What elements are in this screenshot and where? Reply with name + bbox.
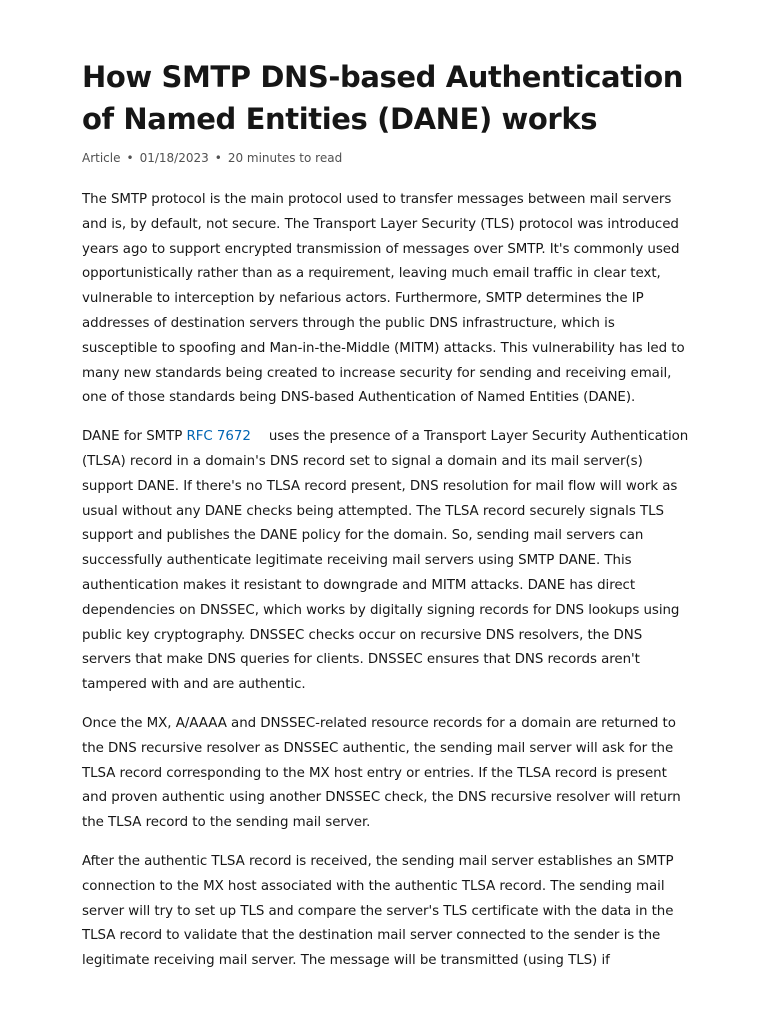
article-type: Article bbox=[82, 151, 121, 165]
paragraph-text: DANE for SMTP bbox=[82, 429, 187, 445]
read-time: 20 minutes to read bbox=[227, 151, 343, 165]
article-date: 01/18/2023 bbox=[139, 151, 209, 165]
rfc-7672-link[interactable]: RFC 7672 bbox=[186, 429, 251, 445]
paragraph-dane-rfc bbox=[82, 425, 694, 698]
meta-separator: • bbox=[214, 151, 222, 165]
paragraph-intro: The SMTP protocol is the main protocol used to transfer messages between mail servers and is, by default, not secure. The Transport Layer Security (TLS) protocol was introduced years ago to support encrypted transmission of messages over SMTP. It's commonly used opportunistically rather than as a requirement, leaving much email traffic in clear text, vulnerable to interception by nefarious actors. Furthermore, SMTP determines the IP addresses of destination servers through the public DNS infrastructure, which is susceptible to spoofing and Man-in-the-Middle (MITM) attacks. This vulnerability has led to many new standards being created to increase security for sending and receiving email, one of those standards being DNS-based Authentication of Named Entities (DANE). bbox=[82, 192, 685, 406]
meta-separator: • bbox=[126, 151, 134, 165]
article bbox=[82, 56, 694, 988]
article-metadata bbox=[82, 150, 694, 166]
page-title: How SMTP DNS-based Authentication of Named Entities (DANE) works bbox=[82, 60, 683, 136]
paragraph-dnssec-lookup: Once the MX, A/AAAA and DNSSEC-related resource records for a domain are returned to the DNS recursive resolver as DNSSEC authentic, the sending mail server will ask for the TLSA record corresponding to the MX host entry or entries. If the TLSA record is present and proven authentic using another DNSSEC check, the DNS recursive resolver will return the TLSA record to the sending mail server. bbox=[82, 715, 681, 831]
paragraph-text: uses the presence of a Transport Layer Security Authentication (TLSA) record in a domain's DNS record set to signal a domain and its mail server(s) support DANE. If there's no TLSA record present, DNS resolution for mail flow will work as usual without any DANE checks being attempted. The TLSA record securely signals TLS support and publishes the DANE policy for the domain. So, sending mail servers can successfully authenticate legitimate receiving mail servers using SMTP DANE. This authentication makes it resistant to downgrade and MITM attacks. DANE has direct dependencies on DNSSEC, which works by digitally signing records for DNS lookups using public key cryptography. DNSSEC checks occur on recursive DNS resolvers, the DNS servers that make DNS queries for clients. DNSSEC ensures that DNS records aren't tampered with and are authentic. bbox=[82, 429, 689, 693]
article-body bbox=[82, 188, 694, 974]
paragraph-tlsa-validation: After the authentic TLSA record is received, the sending mail server establishes an SMTP connection to the MX host associated with the authentic TLSA record. The sending mail server will try to set up TLS and compare the server's TLS certificate with the data in the TLSA record to validate that the destination mail server connected to the sender is the legitimate receiving mail server. The message will be transmitted (using TLS) if bbox=[82, 853, 674, 969]
